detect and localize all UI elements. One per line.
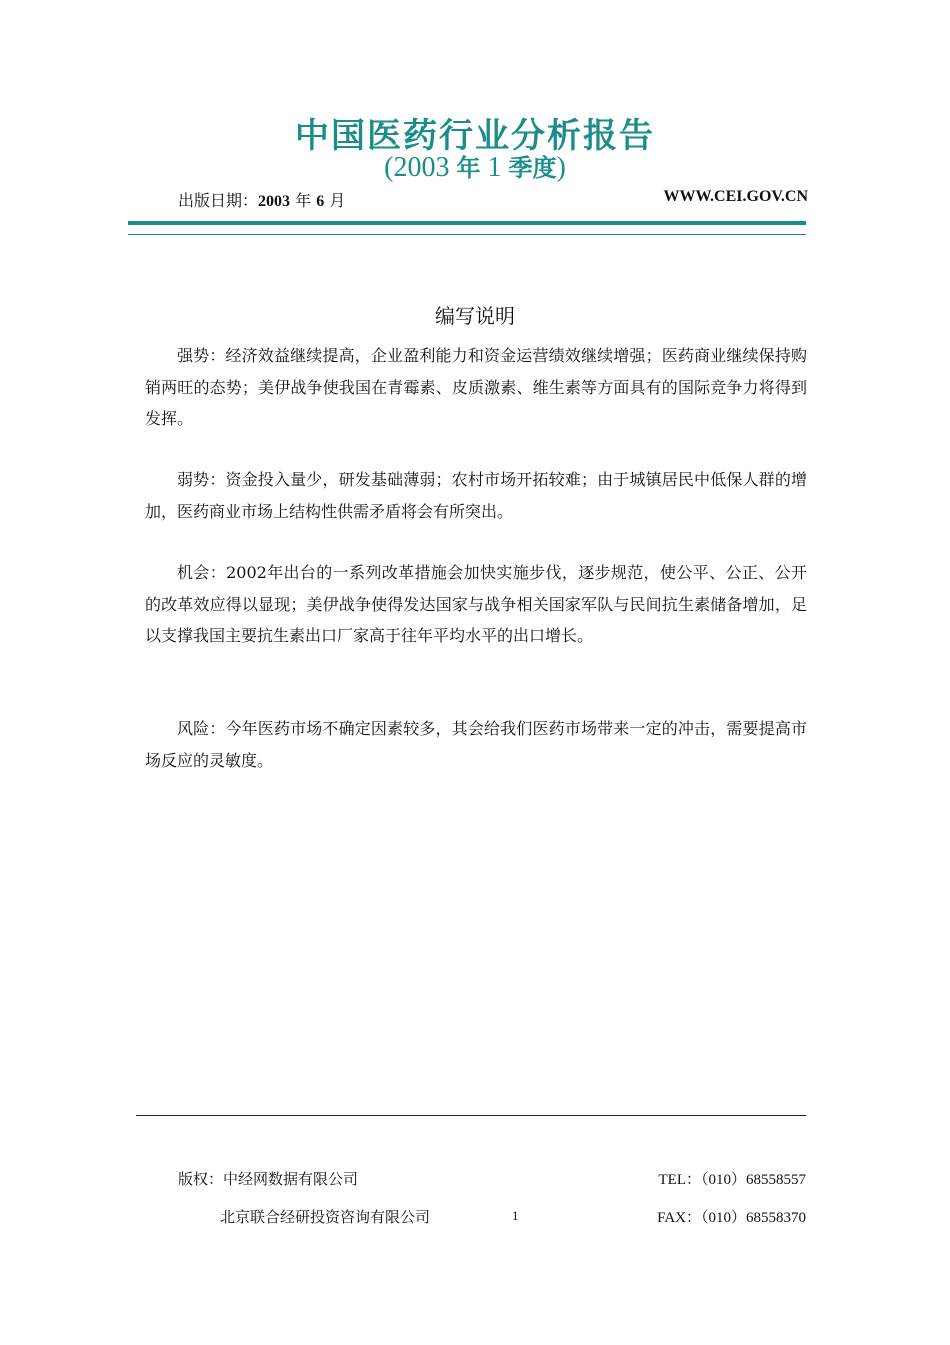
pub-label: 出版日期： [178,191,259,210]
footer-fax: FAX：（010）68558370 [657,1210,806,1226]
paragraph-opportunities: 机会：2002年出台的一系列改革措施会加快实施步伐，逐步规范，使公平、公正、公开的改革效应得以显现；美伊战争使得发达国家与战争相关国家军队与民间抗生素储备增加，足以支撑我国主要抗生素出口厂家高于往年平均水平的出口增长。 [145,563,807,645]
paragraph-strengths: 强势：经济效益继续提高，企业盈利能力和资金运营绩效继续增强；医药商业继续保持购销两旺的态势；美伊战争使我国在青霉素、皮质激素、维生素等方面具有的国际竞争力将得到发挥。 [145,346,807,428]
pub-year: 2003 [258,193,291,210]
publication-row [178,188,808,212]
section-heading: 编写说明 [435,304,515,328]
page-number: 1 [512,1208,519,1223]
report-title: 中国医药行业分析报告 [295,116,655,156]
publication-date [178,188,345,211]
paragraph-risks: 风险：今年医药市场不确定因素较多，其会给我们医药市场带来一定的冲击，需要提高市场反应的灵敏度。 [145,719,807,770]
footer-divider [136,1115,806,1116]
subtitle-nian: 年 [456,154,481,182]
header-divider-thin [128,234,806,235]
website-link[interactable]: WWW.CEI.GOV.CN [663,188,808,205]
pub-yue: 月 [329,191,346,210]
subtitle-quarter: 1 [487,152,502,183]
footer-tel: TEL：（010）68558557 [658,1172,806,1188]
subtitle-open-paren: ( [384,152,394,183]
subtitle-close-paren: ) [556,152,566,183]
pub-month: 6 [316,193,325,210]
report-subtitle [0,148,950,184]
paragraph-weaknesses: 弱势：资金投入量少，研发基础薄弱；农村市场开拓较难；由于城镇居民中低保人群的增加，医药商业市场上结构性供需矛盾将会有所突出。 [145,470,807,521]
header-divider-thick [128,221,806,225]
footer-copyright: 版权：中经网数据有限公司 [178,1170,359,1188]
footer-company: 北京联合经研投资咨询有限公司 [220,1208,431,1226]
subtitle-season: 季度 [508,154,557,182]
subtitle-year: 2003 [393,152,450,183]
pub-nian: 年 [295,191,312,210]
